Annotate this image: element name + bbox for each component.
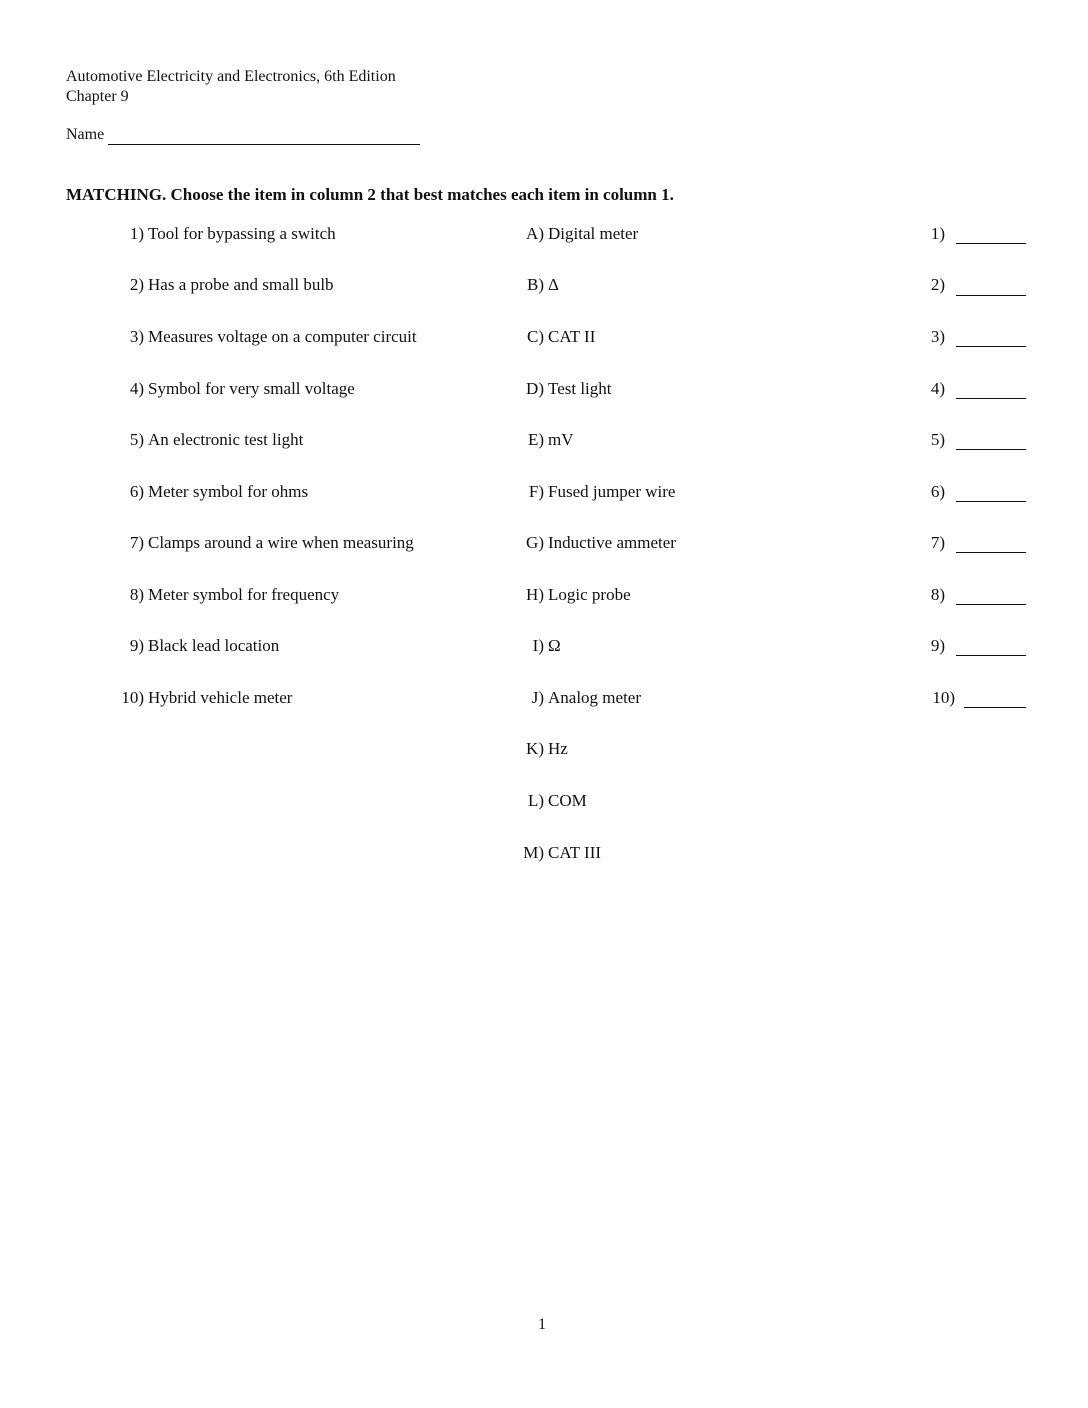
name-field[interactable] — [108, 144, 420, 145]
answer-blank[interactable] — [956, 604, 1026, 605]
choice-text: Logic probe — [548, 585, 631, 604]
question-number: 4) — [129, 379, 144, 398]
choice-text: CAT III — [548, 843, 602, 862]
question-text: Hybrid vehicle meter — [148, 688, 293, 707]
chapter-label: Chapter 9 — [66, 88, 129, 105]
choice-text: mV — [548, 430, 574, 449]
answer-number: 2) — [930, 275, 945, 294]
answer-number: 7) — [930, 533, 945, 552]
answer-blank[interactable] — [956, 501, 1026, 502]
choice-letter: M) — [523, 843, 544, 862]
choice-letter: J) — [531, 688, 544, 707]
question-text: Symbol for very small voltage — [148, 379, 355, 398]
answer-number: 5) — [930, 430, 945, 449]
answer-blank[interactable] — [956, 449, 1026, 450]
choice-text: Analog meter — [548, 688, 641, 707]
choice-letter: L) — [527, 791, 544, 810]
answer-blank[interactable] — [956, 243, 1026, 244]
question-number: 10) — [121, 688, 144, 707]
question-number: 7) — [129, 533, 144, 552]
answer-blank[interactable] — [956, 295, 1026, 296]
question-text: Meter symbol for ohms — [148, 482, 309, 501]
question-number: 5) — [129, 430, 144, 449]
choice-text: Fused jumper wire — [548, 482, 676, 501]
choice-text: Inductive ammeter — [548, 533, 676, 552]
choice-text: Digital meter — [548, 224, 639, 243]
answer-number: 1) — [930, 224, 945, 243]
choice-text: Hz — [548, 739, 568, 758]
choice-letter: A) — [526, 224, 544, 243]
question-number: 6) — [129, 482, 144, 501]
answer-number: 6) — [930, 482, 945, 501]
answer-blank[interactable] — [956, 346, 1026, 347]
page-number: 1 — [538, 1316, 546, 1333]
question-number: 1) — [129, 224, 144, 243]
answer-blank[interactable] — [964, 707, 1026, 708]
choice-text: Test light — [548, 379, 612, 398]
choice-letter: B) — [527, 275, 544, 294]
choice-letter: K) — [526, 739, 544, 758]
question-number: 9) — [129, 636, 144, 655]
answer-number: 8) — [930, 585, 945, 604]
choice-letter: D) — [526, 379, 544, 398]
answer-blank[interactable] — [956, 552, 1026, 553]
choice-letter: C) — [527, 327, 544, 346]
choice-letter: H) — [526, 585, 544, 604]
question-number: 2) — [129, 275, 144, 294]
question-text: Measures voltage on a computer circuit — [148, 327, 417, 346]
answer-blank[interactable] — [956, 655, 1026, 656]
document-title: Automotive Electricity and Electronics, 6th Edition — [66, 68, 396, 85]
name-label: Name — [66, 126, 105, 143]
question-text: An electronic test light — [148, 430, 304, 449]
answer-number: 4) — [930, 379, 945, 398]
answer-number: 9) — [930, 636, 945, 655]
choice-text: CAT II — [548, 327, 596, 346]
answer-number: 3) — [930, 327, 945, 346]
choice-letter: G) — [526, 533, 544, 552]
question-text: Black lead location — [148, 636, 280, 655]
question-text: Tool for bypassing a switch — [148, 224, 336, 243]
choice-text: Ω — [548, 636, 561, 655]
choice-text: COM — [548, 791, 587, 810]
answer-number: 10) — [932, 688, 955, 707]
instructions: MATCHING. Choose the item in column 2 that best matches each item in column 1. — [66, 185, 674, 204]
answer-blank[interactable] — [956, 398, 1026, 399]
question-number: 3) — [129, 327, 144, 346]
choice-text: Δ — [548, 275, 559, 294]
question-text: Has a probe and small bulb — [148, 275, 334, 294]
choice-letter: F) — [528, 482, 544, 501]
question-number: 8) — [129, 585, 144, 604]
choice-letter: I) — [532, 636, 544, 655]
question-text: Meter symbol for frequency — [148, 585, 340, 604]
question-text: Clamps around a wire when measuring — [148, 533, 414, 552]
choice-letter: E) — [527, 430, 544, 449]
